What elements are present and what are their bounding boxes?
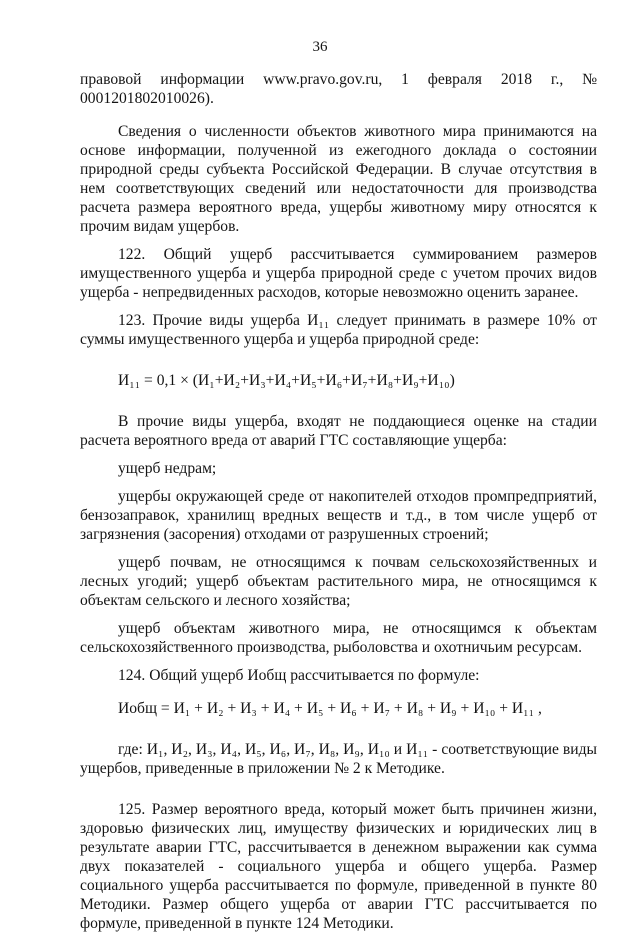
- page-number: 36: [312, 39, 328, 55]
- paragraph-124: 124. Общий ущерб Иобщ рассчитывается по формуле:: [118, 667, 480, 684]
- paragraph-123: 123. Прочие виды ущерба И₁₁ следует принимать в размере 10% от суммы имущественного ущерба и ущерба природной среде:: [80, 312, 597, 348]
- formula-total-damage: Иобщ = И₁ + И₂ + И₃ + И₄ + И₅ + И₆ + И₇ + И₈ + И₉ + И₁₀ + И₁₁ ,: [118, 700, 542, 717]
- paragraph-122: 122. Общий ущерб рассчитывается суммированием размеров имущественного ущерба и ущерба природной среде с учетом прочих видов ущерба - непредвиденных расходов, которые невозможно оценить заранее.: [80, 246, 597, 301]
- paragraph-continuation: правовой информации www.pravo.gov.ru, 1 февраля 2018 г., № 0001201802010026).: [80, 71, 597, 107]
- list-item-fauna: ущерб объектам животного мира, не относящимся к объектам сельскохозяйственного производства, рыболовства и охотничьим ресурсам.: [80, 620, 597, 656]
- list-item-environment: ущербы окружающей среде от накопителей отходов промпредприятий, бензозаправок, хранилищ вредных веществ и т.д., в том числе ущерб от загрязнения (засорения) отходами от разрушенных строений;: [80, 488, 597, 543]
- list-item-soil-flora: ущерб почвам, не относящимся к почвам сельскохозяйственных и лесных угодий; ущерб объектам растительного мира, не относящимся к объектам сельского и лесного хозяйства;: [80, 554, 597, 609]
- paragraph-125: 125. Размер вероятного вреда, который может быть причинен жизни, здоровью физических лиц, имуществу физических и юридических лиц в результате аварии ГТС, рассчитывается в денежном выражении как сумма двух показателей - социального ущерба и общего ущерба. Размер социального ущерба рассчитывается по формуле, приведенной в пункте 80 Методики. Размер общего ущерба от аварии ГТС рассчитывается по формуле, приведенной в пункте 124 Методики.: [80, 801, 597, 932]
- paragraph-wildlife-data: Сведения о численности объектов животного мира принимаются на основе информации, полученной из ежегодного доклада о состоянии природной среды субъекта Российской Федерации. В случае отсутствия в нем соответствующих сведений или недостаточности для производства расчета размера вероятного вреда, ущербы животному миру относятся к прочим видам ущербов.: [80, 123, 597, 235]
- list-item-subsoil: ущерб недрам;: [118, 460, 217, 477]
- formula-other-damage: И₁₁ = 0,1 × (И₁+И₂+И₃+И₄+И₅+И₆+И₇+И₈+И₉+И₁₀): [118, 372, 455, 389]
- paragraph-other-damage-types: В прочие виды ущерба, входят не поддающиеся оценке на стадии расчета вероятного вреда от аварий ГТС составляющие ущерба:: [80, 413, 597, 449]
- page-body: [80, 70, 597, 933]
- paragraph-formula-legend: где: И₁, И₂, И₃, И₄, И₅, И₆, И₇, И₈, И₉, И₁₀ и И₁₁ - соответствующие виды ущербов, приведенные в приложении № 2 к Методике.: [80, 741, 597, 777]
